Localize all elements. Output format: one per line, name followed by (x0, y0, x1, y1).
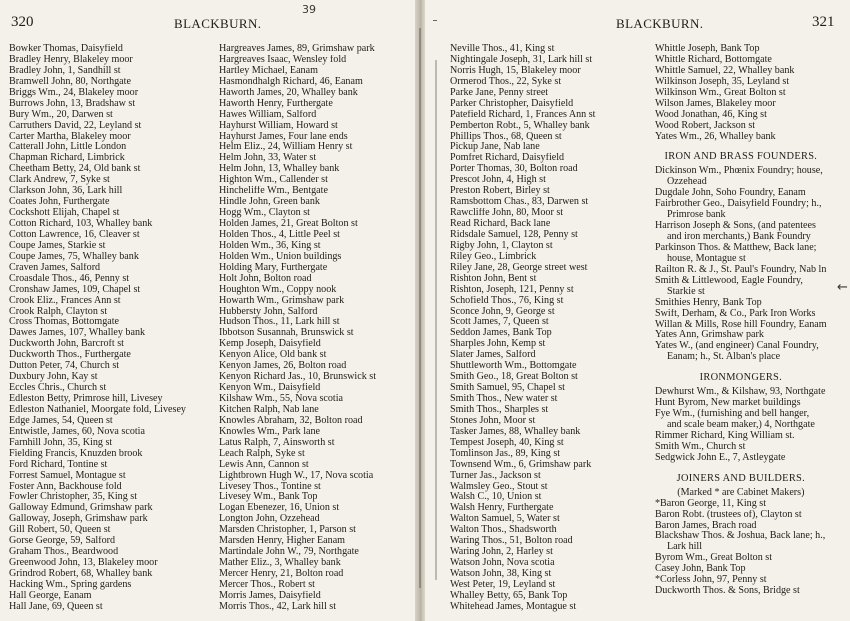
left-column-2 (219, 44, 376, 613)
directory-entry: Parkinson Thos. & Matthew, Back lane; (655, 242, 817, 253)
directory-entry: Baron James, Brach road (655, 520, 757, 531)
directory-entry: Hindle John, Green bank (219, 197, 320, 208)
directory-entry: Hall George, Eanam (9, 590, 92, 601)
directory-entry: Briggs Wm., 24, Blakeley moor (9, 87, 139, 98)
directory-entry: Craven James, Salford (9, 262, 101, 273)
directory-entry: Smith Thos., Sharples st (450, 404, 549, 415)
directory-entry: Rishton, Joseph, 121, Penny st (450, 284, 574, 295)
directory-entry: Fye Wm., (furnishing and bell hanger, (655, 409, 810, 420)
directory-entry: Walsh Henry, Furthergate (450, 503, 554, 514)
directory-entry: Neville Thos., 41, King st (450, 44, 555, 54)
directory-entry: Harrison Joseph & Sons, (and patentees (655, 221, 816, 232)
directory-entry: Kemp Joseph, Daisyfield (219, 339, 321, 350)
directory-entry: Hacking Wm., Spring gardens (9, 579, 132, 590)
directory-entry: Kitchen Ralph, Nab lane (219, 404, 319, 415)
directory-entry: Hargreaves James, 89, Grimshaw park (219, 44, 375, 54)
directory-entry: Riley Geo., Limbrick (450, 251, 537, 262)
directory-entry: Whittle Joseph, Bank Top (655, 44, 760, 54)
directory-entry: Hincheliffe Wm., Bentgate (219, 186, 328, 197)
directory-entry: Ormerod Thos., 22, Syke st (450, 76, 562, 87)
directory-entry: Hayhurst William, Howard st (219, 120, 338, 131)
entry-continuation: Ozzehead (667, 176, 707, 188)
directory-entry: Forrest Samuel, Montague st (9, 470, 126, 481)
directory-entry: Hubbersty John, Salford (219, 306, 318, 317)
pointing-arrow-mark: ← (837, 280, 848, 295)
directory-entry: Hayhurst James, Four lane ends (219, 131, 348, 142)
iron-brass-founders-heading: IRON AND BRASS FOUNDERS. (664, 151, 818, 163)
directory-entry: Morris James, Daisyfield (219, 590, 321, 601)
directory-entry: Patefield Richard, 1, Frances Ann st (450, 109, 596, 120)
directory-entry: Foster Ann, Backhouse fold (9, 481, 122, 492)
directory-entry: Wilson James, Blakeley moor (655, 98, 776, 109)
directory-entry: Waring John, 2, Harley st (450, 547, 553, 558)
directory-entry: Norris Hugh, 15, Blakeley moor (450, 65, 581, 76)
entry-continuation: house, Montague st (667, 252, 746, 264)
directory-entry: Watson John, 38, King st (450, 569, 552, 579)
directory-entry: Bury Wm., 20, Darwen st (9, 109, 113, 120)
directory-entry: Ibbotson Susannah, Brunswick st (219, 328, 354, 339)
directory-entry: Burrows John, 13, Bradshaw st (9, 98, 136, 109)
directory-entry: Haworth James, 20, Whalley bank (219, 87, 358, 98)
directory-entry: Wood Jonathan, 46, King st (655, 109, 767, 120)
directory-entry: Willan & Mills, Rose hill Foundry, Eanam (655, 319, 827, 330)
directory-entry: Coates John, Furthergate (9, 197, 110, 208)
left-page-number: 320 (11, 14, 34, 30)
directory-entry: Farnhill John, 35, King st (9, 437, 113, 448)
directory-entry: Kenyon Alice, Old bank st (219, 350, 327, 361)
directory-entry: Holden Wm., 36, King st (219, 240, 321, 251)
right-page-number: 321 (812, 14, 835, 30)
directory-entry: Ridsdale Samuel, 128, Penny st (450, 229, 578, 240)
directory-entry: Read Richard, Back lane (450, 219, 551, 229)
left-running-head: BLACKBURN. (174, 16, 262, 31)
directory-entry: Morris Thos., 42, Lark hill st (219, 601, 337, 612)
directory-entry: Phillips Thos., 68, Queen st (450, 131, 562, 142)
directory-entry: Hartley Michael, Eanam (219, 65, 318, 76)
surname-list-continued (655, 44, 827, 142)
directory-entry: Baron Robt. (trustees of), Clayton st (655, 509, 802, 520)
directory-entry: Tomlinson Jas., 89, King st (450, 448, 561, 459)
directory-entry: Leach Ralph, Syke st (219, 448, 305, 459)
directory-entry: Mercer Thos., Robert st (219, 579, 315, 590)
directory-entry: Helm Eliz., 24, William Henry st (219, 142, 353, 153)
left-page (0, 0, 418, 621)
directory-entry: Cotton Lawrence, 16, Cleaver st (9, 229, 140, 240)
directory-entry: *Corless John, 97, Penny st (655, 575, 767, 586)
directory-entry: Yates Wm., 26, Whalley bank (655, 131, 776, 142)
directory-entry: Gill Robert, 50, Queen st (9, 525, 111, 536)
directory-entry: Entwistle, James, 60, Nova scotia (9, 426, 145, 437)
directory-entry: Coupe James, 75, Whalley bank (9, 251, 139, 262)
directory-entry: West Peter, 19, Leyland st (450, 579, 556, 590)
directory-entry: Rishton John, Bent st (450, 273, 537, 284)
directory-entry: Watson John, Nova scotia (450, 558, 555, 569)
directory-entry: Knowles Abraham, 32, Bolton road (219, 415, 363, 426)
directory-entry: Preston Robert, Birley st (450, 186, 550, 197)
directory-entry: Howarth Wm., Grimshaw park (219, 295, 345, 306)
ink-mark (433, 20, 437, 21)
directory-entry: Helm John, 13, Whalley bank (219, 164, 340, 175)
directory-entry: Gorse George, 59, Salford (9, 536, 116, 547)
directory-entry: Scott James, 7, Queen st (450, 317, 549, 328)
directory-entry: Prescot John, 4, High st (450, 175, 546, 186)
directory-entry: Clarkson John, 36, Lark hill (9, 186, 123, 197)
directory-entry: Hogg Wm., Clayton st (219, 208, 310, 219)
directory-entry: Haworth Henry, Furthergate (219, 98, 333, 109)
directory-entry: Dickinson Wm., Phœnix Foundry; house, (655, 166, 823, 177)
directory-entry: Hargreaves Isaac, Wensley fold (219, 54, 347, 65)
directory-entry: Chapman Richard, Limbrick (9, 153, 125, 164)
directory-entry: Schofield Thos., 76, King st (450, 295, 564, 306)
directory-entry: Greenwood John, 13, Blakeley moor (9, 558, 158, 569)
joiners-builders-subheading: (Marked * are Cabinet Makers) (677, 486, 805, 498)
directory-entry: Edge James, 54, Queen st (9, 415, 113, 426)
directory-entry: Ford Richard, Tontine st (9, 459, 108, 470)
directory-entry: Coupe James, Starkie st (9, 240, 106, 251)
directory-entry: Townsend Wm., 6, Grimshaw park (450, 459, 592, 470)
directory-entry: Edleston Nathaniel, Moorgate fold, Livesey (9, 404, 186, 415)
directory-entry: Wilkinson Wm., Great Bolton st (655, 87, 786, 98)
directory-entry: Cotton Richard, 103, Whalley bank (9, 219, 153, 229)
directory-entry: Whittle Samuel, 22, Whalley bank (655, 65, 795, 76)
directory-entry: Edleston Betty, Primrose hill, Livesey (9, 394, 163, 404)
directory-entry: Clark Andrew, 7, Syke st (9, 175, 110, 186)
entry-continuation: and iron merchants,) Bank Foundry (667, 231, 811, 242)
directory-entry: Riley Jane, 28, George street west (450, 262, 588, 273)
directory-entry: Tasker James, 88, Whalley bank (450, 426, 581, 437)
handwritten-note: 39 (302, 3, 316, 16)
directory-entry: Logan Ebenezer, 16, Union st (219, 503, 340, 514)
directory-entry: Dutton Peter, 74, Church st (9, 361, 120, 372)
directory-entry: Fairbrother Geo., Daisyfield Foundry; h., (655, 199, 822, 210)
directory-entry: Marsden Henry, Higher Eanam (219, 536, 346, 547)
directory-entry: Crook Ralph, Clayton st (9, 306, 108, 317)
directory-entry: Whittle Richard, Bottomgate (655, 54, 772, 65)
directory-entry: Croasdale Thos., 46, Penny st (9, 273, 130, 284)
directory-entry: Carter Martha, Blakeley moor (9, 131, 131, 142)
directory-entry: Yates W., (and engineer) Canal Foundry, (655, 341, 819, 352)
directory-entry: Holden Wm., Union buildings (219, 251, 342, 262)
directory-entry: Rimmer Richard, King William st. (655, 430, 795, 441)
directory-entry: Dugdale John, Soho Foundry, Eanam (655, 188, 806, 199)
entry-continuation: Primrose bank (667, 209, 726, 221)
directory-entry: Casey John, Bank Top (655, 564, 746, 575)
directory-entry: Grindrod Robert, 68, Whalley bank (9, 569, 153, 579)
directory-entry: Lewis Ann, Cannon st (219, 459, 309, 470)
directory-entry: Duckworth John, Barcroft st (9, 339, 124, 350)
directory-entry: Lightbrown Hugh W., 17, Nova scotia (219, 470, 374, 481)
directory-entry: Galloway, Joseph, Grimshaw park (9, 514, 148, 525)
directory-entry: Railton R. & J., St. Paul's Foundry, Nab ln (655, 264, 827, 275)
directory-entry: Cronshaw James, 109, Chapel st (9, 284, 141, 295)
directory-entry: Cheetham Betty, 24, Old bank st (9, 164, 141, 175)
directory-entry: Stones John, Moor st (450, 415, 536, 426)
directory-entry: Kilshaw Wm., 55, Nova scotia (219, 394, 344, 404)
joiners-builders-list (655, 499, 827, 597)
directory-entry: Yates Ann, Grimshaw park (655, 330, 764, 341)
directory-entry: Fowler Christopher, 35, King st (9, 492, 138, 503)
directory-entry: Hunt Byrom, New market buildings (655, 398, 801, 409)
directory-entry: Pickup Jane, Nab lane (450, 142, 540, 153)
directory-entry: Dawes James, 107, Whalley bank (9, 328, 146, 339)
directory-entry: Graham Thos., Beardwood (9, 547, 119, 558)
directory-entry: Duckworth Thos., Furthergate (9, 350, 131, 361)
directory-entry: Rigby John, 1, Clayton st (450, 240, 553, 251)
directory-entry: Bradley Henry, Blakeley moor (9, 54, 133, 65)
iron-brass-founders-list (655, 166, 827, 363)
directory-entry: Hall Jane, 69, Queen st (9, 601, 103, 612)
directory-entry: Walsh C., 10, Union st (450, 492, 542, 503)
directory-entry: Kenyon Richard Jas., 10, Brunswick st (219, 372, 376, 383)
ink-mark (435, 60, 437, 580)
directory-entry: Hawes William, Salford (219, 109, 317, 120)
directory-entry: Dewhurst Wm., & Kilshaw, 93, Northgate (655, 387, 826, 398)
directory-entry: Houghton Wm., Coppy nook (219, 284, 337, 295)
directory-entry: Mercer Henry, 21, Bolton road (219, 569, 344, 579)
directory-entry: Cockshott Elijah, Chapel st (9, 208, 120, 219)
directory-entry: Fielding Francis, Knuzden brook (9, 448, 143, 459)
directory-entry: Catterall John, Little London (9, 142, 127, 153)
directory-entry: Parke Jane, Penny street (450, 87, 549, 98)
directory-entry: Parker Christopher, Daisyfield (450, 98, 574, 109)
directory-entry: Smith & Littlewood, Eagle Foundry, (655, 275, 803, 286)
directory-entry: Bramwell John, 80, Northgate (9, 76, 131, 87)
directory-entry: Kenyon Wm., Daisyfield (219, 383, 321, 394)
directory-entry: Holding Mary, Furthergate (219, 262, 328, 273)
directory-entry: Marsden Christopher, 1, Parson st (219, 525, 356, 536)
directory-entry: *Baron George, 11, King st (655, 498, 767, 509)
directory-entry: Whitehead James, Montague st (450, 601, 577, 612)
directory-entry: Tempest Joseph, 40, King st (450, 437, 564, 448)
directory-entry: Sconce John, 9, George st (450, 306, 555, 317)
directory-entry: Smith Geo., 18, Great Bolton st (450, 372, 578, 383)
directory-entry: Pemberton Robt., 5, Whalley bank (450, 120, 590, 131)
entry-continuation: Eanam; h., St. Alban's place (667, 351, 781, 363)
directory-entry: Kenyon James, 26, Bolton road (219, 361, 347, 372)
directory-entry: Seddon James, Bank Top (450, 328, 552, 339)
directory-entry: Martindale John W., 79, Northgate (219, 547, 359, 558)
joiners-builders-heading: JOINERS AND BUILDERS. (676, 472, 806, 484)
directory-entry: Waring Thos., 51, Bolton road (450, 536, 573, 547)
directory-entry: Whalley Betty, 65, Bank Top (450, 590, 568, 601)
directory-entry: Turner Jas., Jackson st (450, 470, 541, 481)
directory-entry: Walton Samuel, 5, Water st (450, 514, 560, 525)
ironmongers-heading: IRONMONGERS. (699, 372, 783, 384)
directory-entry: Duxbury John, Kay st (9, 372, 98, 383)
directory-entry: Livesey Wm., Bank Top (219, 492, 318, 503)
entry-continuation: Starkie st (667, 285, 705, 297)
directory-entry: Galloway Edmund, Grimshaw park (9, 503, 153, 514)
directory-entry: Knowles Wm., Park lane (219, 426, 321, 437)
directory-entry: Eccles Chris., Church st (9, 383, 107, 394)
directory-entry: Hasmondhalgh Richard, 46, Eanam (219, 76, 363, 87)
entry-continuation: and scale beam maker,) 4, Northgate (667, 419, 815, 430)
directory-entry: Shuttleworth Wm., Bottomgate (450, 361, 577, 372)
right-page (425, 0, 850, 621)
directory-entry: Longton John, Ozzehead (219, 514, 320, 525)
ironmongers-list (655, 387, 827, 464)
directory-entry: Hudson Thos., 11, Lark hill st (219, 317, 340, 328)
right-running-head: BLACKBURN. (616, 16, 704, 31)
directory-entry: Wilkinson Joseph, 35, Leyland st (655, 76, 790, 87)
directory-entry: Rawcliffe John, 80, Moor st (450, 208, 564, 219)
directory-entry: Byrom Wm., Great Bolton st (655, 553, 773, 564)
directory-entry: Nightingale Joseph, 31, Lark hill st (450, 54, 593, 65)
directory-entry: Livesey Thos., Tontine st (219, 481, 321, 492)
directory-entry: Holt John, Bolton road (219, 273, 312, 284)
right-column-2 (655, 44, 827, 597)
directory-entry: Carruthers David, 22, Leyland st (9, 120, 142, 131)
directory-entry: Mather Eliz., 3, Whalley bank (219, 558, 341, 569)
directory-entry: Latus Ralph, 7, Ainsworth st (219, 437, 335, 448)
directory-entry: Holden James, 21, Great Bolton st (219, 219, 358, 229)
directory-entry: Walmsley Geo., Stout st (450, 481, 548, 492)
directory-entry: Sedgwick John E., 7, Astleygate (655, 452, 786, 463)
directory-entry: Wood Robert, Jackson st (655, 120, 756, 131)
directory-entry: Sharples John, Kemp st (450, 339, 546, 350)
directory-entry: Helm John, 33, Water st (219, 153, 317, 164)
directory-entry: Bowker Thomas, Daisyfield (9, 44, 123, 54)
directory-entry: Slater James, Salford (450, 350, 536, 361)
directory-entry: Swift, Derham, & Co., Park Iron Works (655, 308, 816, 319)
directory-entry: Pomfret Richard, Daisyfield (450, 153, 565, 164)
directory-entry: Duckworth Thos. & Sons, Bridge st (655, 586, 800, 597)
directory-entry: Smithies Henry, Bank Top (655, 297, 762, 308)
directory-entry: Smith Wm., Church st (655, 441, 746, 452)
directory-entry: Bradley John, 1, Sandhill st (9, 65, 121, 76)
entry-continuation: Lark hill (667, 541, 703, 553)
directory-entry: Ramsbottom Chas., 83, Darwen st (450, 197, 589, 208)
directory-entry: Holden Thos., 4, Little Peel st (219, 229, 340, 240)
directory-entry: Highton Wm., Callender st (219, 175, 328, 186)
gutter-ink-streak (419, 28, 421, 588)
directory-entry: Walton Thos., Shadsworth (450, 525, 557, 536)
directory-entry: Smith Thos., New water st (450, 394, 558, 404)
left-column-1 (9, 44, 186, 613)
directory-entry: Smith Samuel, 95, Chapel st (450, 383, 565, 394)
directory-entry: Cross Thomas, Bottomgate (9, 317, 120, 328)
directory-entry: Blackshaw Thos. & Joshua, Back lane; h., (655, 531, 826, 542)
directory-entry: Crook Eliz., Frances Ann st (9, 295, 121, 306)
right-column-1 (450, 44, 596, 613)
directory-entry: Porter Thomas, 30, Bolton road (450, 164, 578, 175)
